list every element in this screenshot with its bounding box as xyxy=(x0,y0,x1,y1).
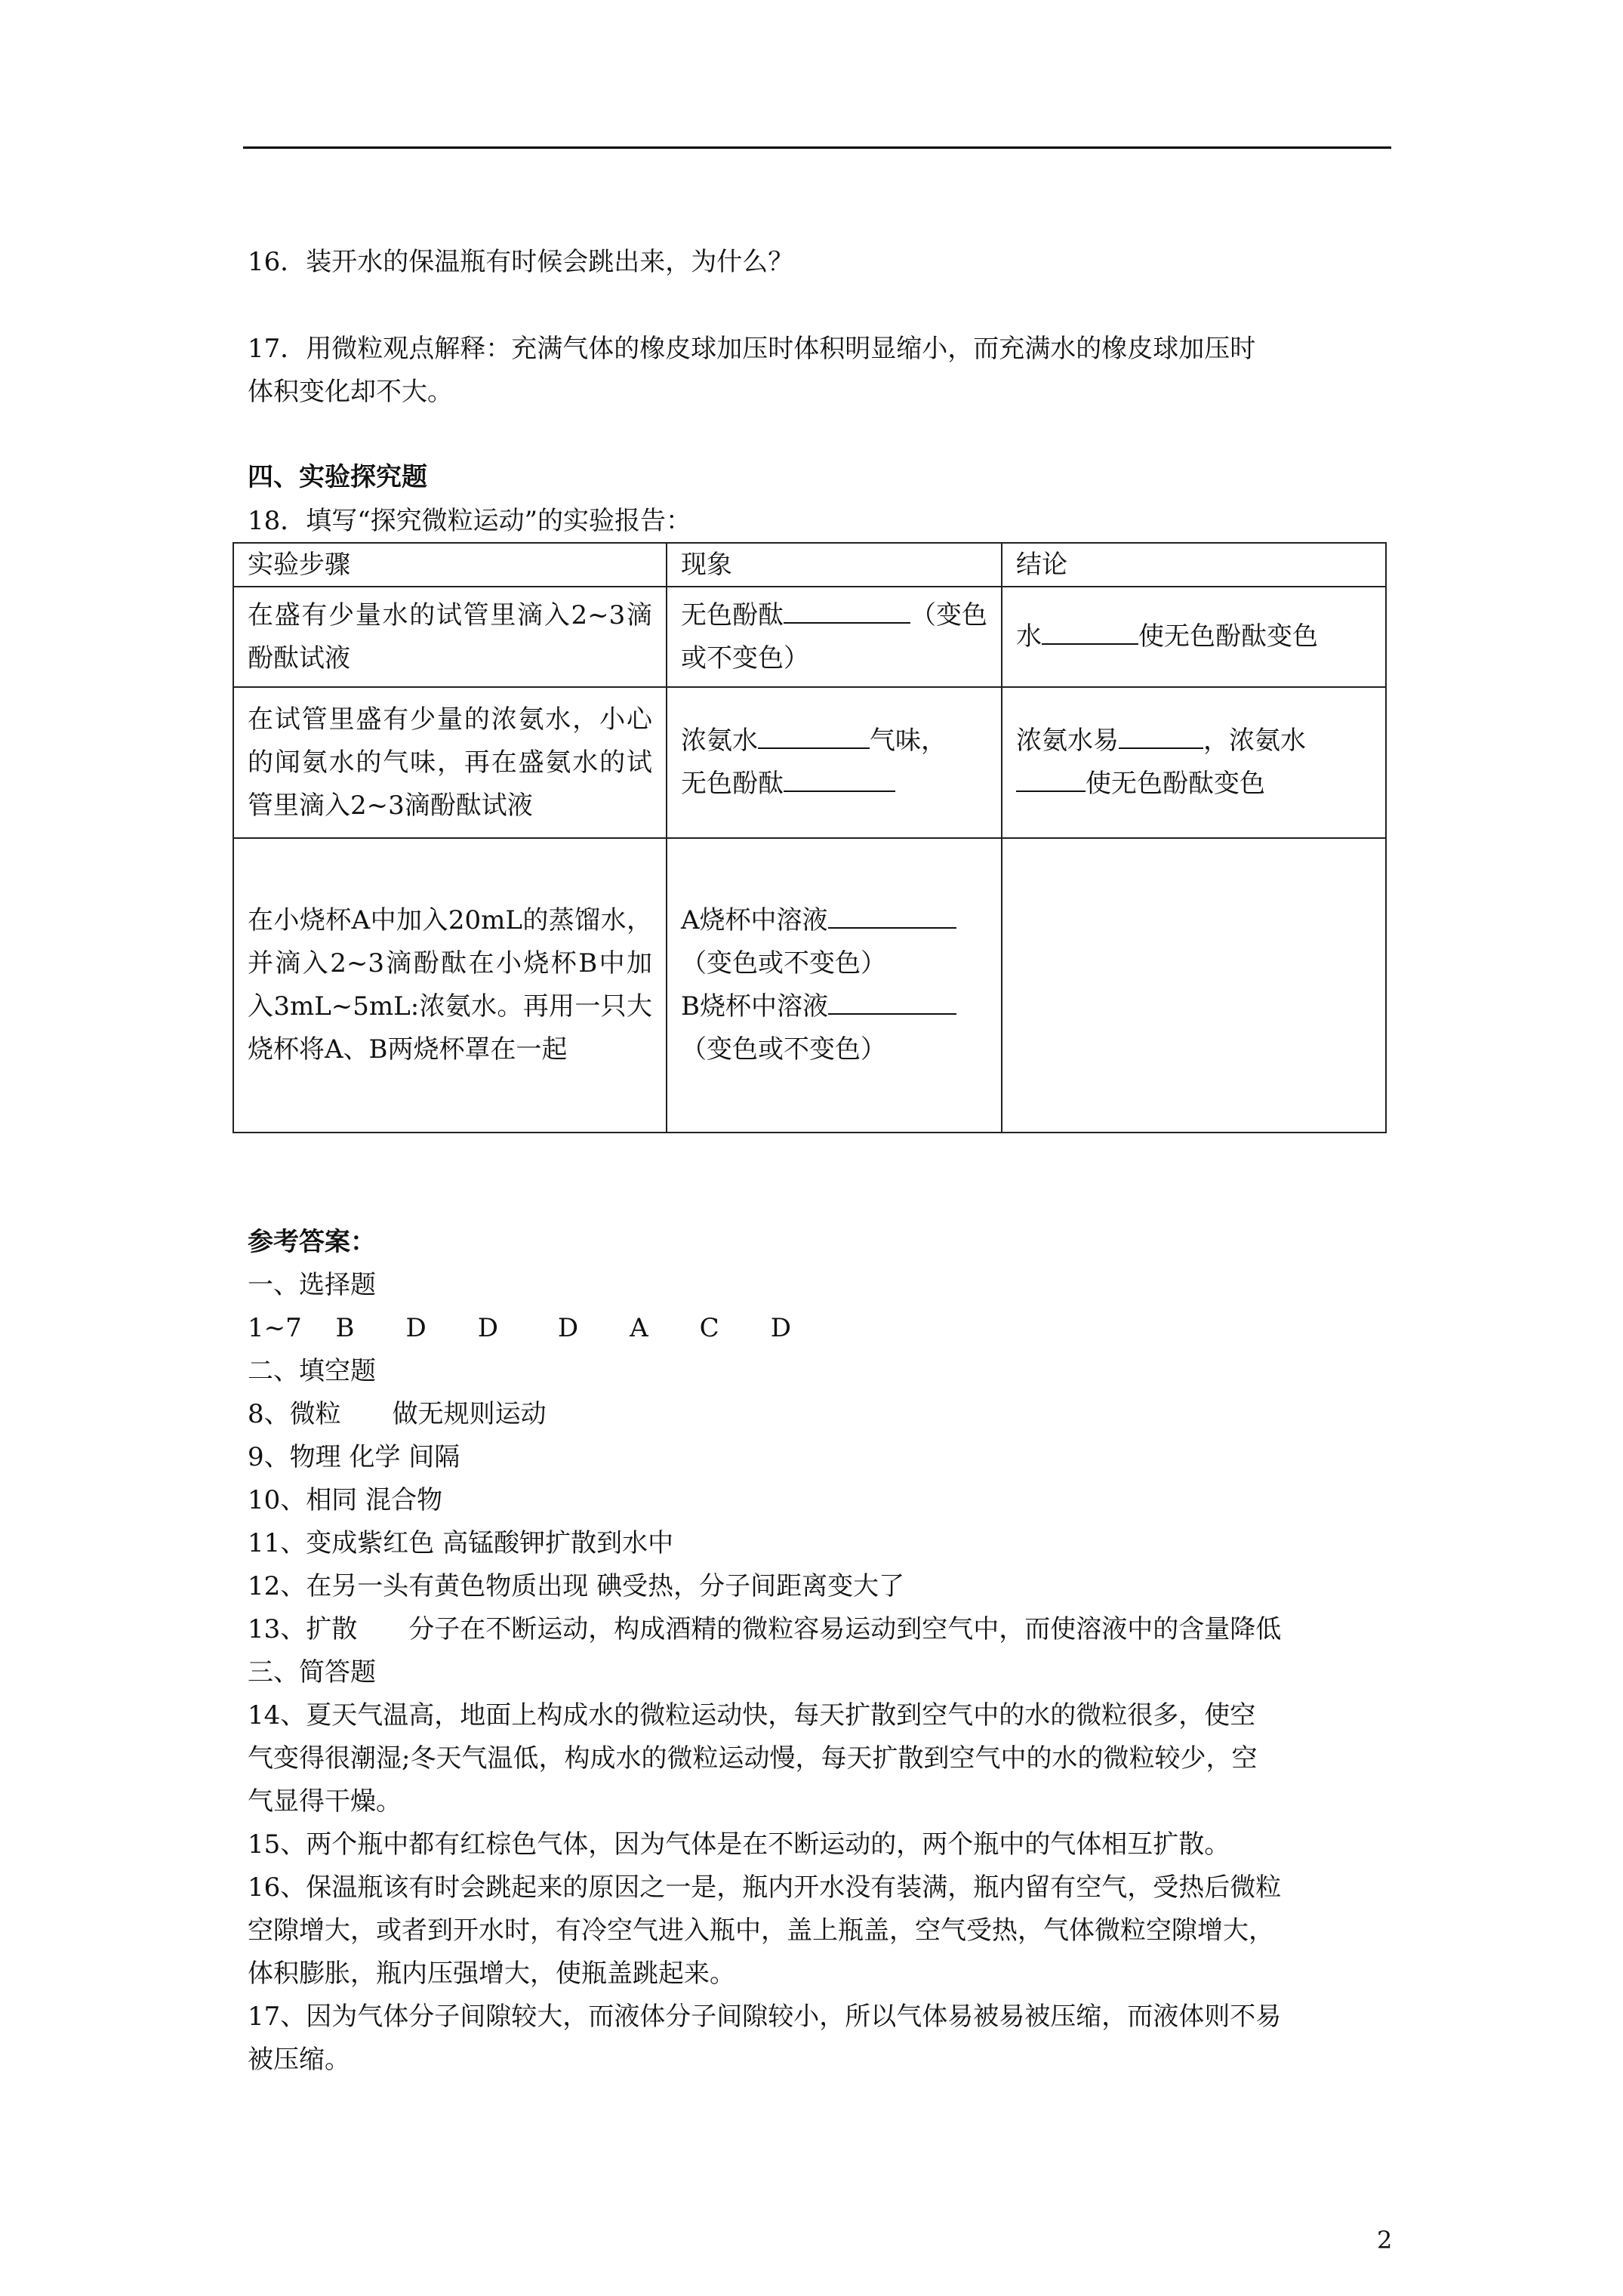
table-header-row xyxy=(233,543,1386,587)
answer-line: 8、微粒 做无规则运动 xyxy=(248,1399,547,1429)
page-number: 2 xyxy=(1377,2226,1393,2254)
answer-line: 16、保温瓶该有时会跳起来的原因之一是，瓶内开水没有装满，瓶内留有空气，受热后微粒 xyxy=(248,1872,1282,1903)
header-steps: 实验步骤 xyxy=(233,543,667,587)
row2-conclusion: 浓氨水易 ，浓氨水 使无色酚酞变色 xyxy=(1002,687,1386,838)
question-17-line-1: 17．用微粒观点解释：充满气体的橡皮球加压时体积明显缩小，而充满水的橡皮球加压时 xyxy=(248,334,1256,364)
row3-step: 在小烧杯A中加入20mL的蒸馏水，并滴入2~3滴酚酞在小烧杯B中加入3mL~5mL:浓氨水。再用一只大烧杯将A、B两烧杯罩在一起 xyxy=(233,838,667,1133)
answer-line: 二、填空题 xyxy=(248,1356,376,1386)
answer-line: 15、两个瓶中都有红棕色气体，因为气体是在不断运动的，两个瓶中的气体相互扩散。 xyxy=(248,1829,1230,1860)
answer-line: 1~7 B D D D A C D xyxy=(248,1313,791,1343)
row2-step: 在试管里盛有少量的浓氨水，小心的闻氨水的气味，再在盛氨水的试管里滴入2~3滴酚酞试液 xyxy=(233,687,667,838)
answer-line: 11、变成紫红色 高锰酸钾扩散到水中 xyxy=(248,1528,674,1558)
answer-blank[interactable] xyxy=(1042,621,1138,645)
answer-line: 气变得很潮湿;冬天气温低，构成水的微粒运动慢，每天扩散到空气中的水的微粒较少，空 xyxy=(248,1743,1258,1774)
row3-conclusion xyxy=(1002,838,1386,1133)
answer-line: 体积膨胀，瓶内压强增大，使瓶盖跳起来。 xyxy=(248,1959,735,1989)
answer-blank[interactable] xyxy=(758,725,870,749)
header-rule xyxy=(243,146,1391,149)
answer-line: 14、夏天气温高，地面上构成水的微粒运动快，每天扩散到空气中的水的微粒很多，使空 xyxy=(248,1700,1256,1730)
answer-line: 一、选择题 xyxy=(248,1270,376,1300)
row1-phenomenon: 无色酚酞 （变色或不变色） xyxy=(667,587,1002,687)
answer-line: 10、相同 混合物 xyxy=(248,1485,443,1515)
header-phenomenon: 现象 xyxy=(667,543,1002,587)
answers-title: 参考答案： xyxy=(248,1227,376,1257)
question-18: 18．填写“探究微粒运动”的实验报告： xyxy=(248,506,692,536)
answer-blank[interactable] xyxy=(784,599,910,624)
row3-phenomenon: A烧杯中溶液 （变色或不变色） B烧杯中溶液 （变色或不变色） xyxy=(667,838,1002,1133)
answer-line: 气显得干燥。 xyxy=(248,1786,402,1817)
answer-line: 9、物理 化学 间隔 xyxy=(248,1442,460,1472)
answer-blank[interactable] xyxy=(828,905,956,929)
table-row xyxy=(233,838,1386,1133)
row2-phenomenon: 浓氨水 气味， 无色酚酞 xyxy=(667,687,1002,838)
experiment-report-table xyxy=(233,542,1387,1133)
question-16: 16．装开水的保温瓶有时候会跳出来，为什么？ xyxy=(248,247,794,277)
answer-blank[interactable] xyxy=(784,768,895,792)
answer-blank[interactable] xyxy=(1016,768,1086,792)
row1-step: 在盛有少量水的试管里滴入2~3滴酚酞试液 xyxy=(233,587,667,687)
answer-line: 被压缩。 xyxy=(248,2045,350,2075)
answer-line: 17、因为气体分子间隙较大，而液体分子间隙较小，所以气体易被易被压缩，而液体则不易 xyxy=(248,2002,1282,2032)
table-row xyxy=(233,587,1386,687)
answer-blank[interactable] xyxy=(1119,725,1203,749)
answer-line: 13、扩散 分子在不断运动，构成酒精的微粒容易运动到空气中，而使溶液中的含量降低 xyxy=(248,1614,1282,1644)
answer-line: 空隙增大，或者到开水时，有冷空气进入瓶中，盖上瓶盖，空气受热，气体微粒空隙增大， xyxy=(248,1915,1274,1946)
header-conclusion: 结论 xyxy=(1002,543,1386,587)
table-row xyxy=(233,687,1386,838)
section-title-experiment: 四、实验探究题 xyxy=(248,462,427,492)
question-17-line-2: 体积变化却不大。 xyxy=(248,377,453,407)
row1-conclusion: 水 使无色酚酞变色 xyxy=(1002,587,1386,687)
answer-line: 12、在另一头有黄色物质出现 碘受热，分子间距离变大了 xyxy=(248,1571,905,1601)
answer-line: 三、简答题 xyxy=(248,1657,376,1687)
answer-blank[interactable] xyxy=(828,991,956,1015)
